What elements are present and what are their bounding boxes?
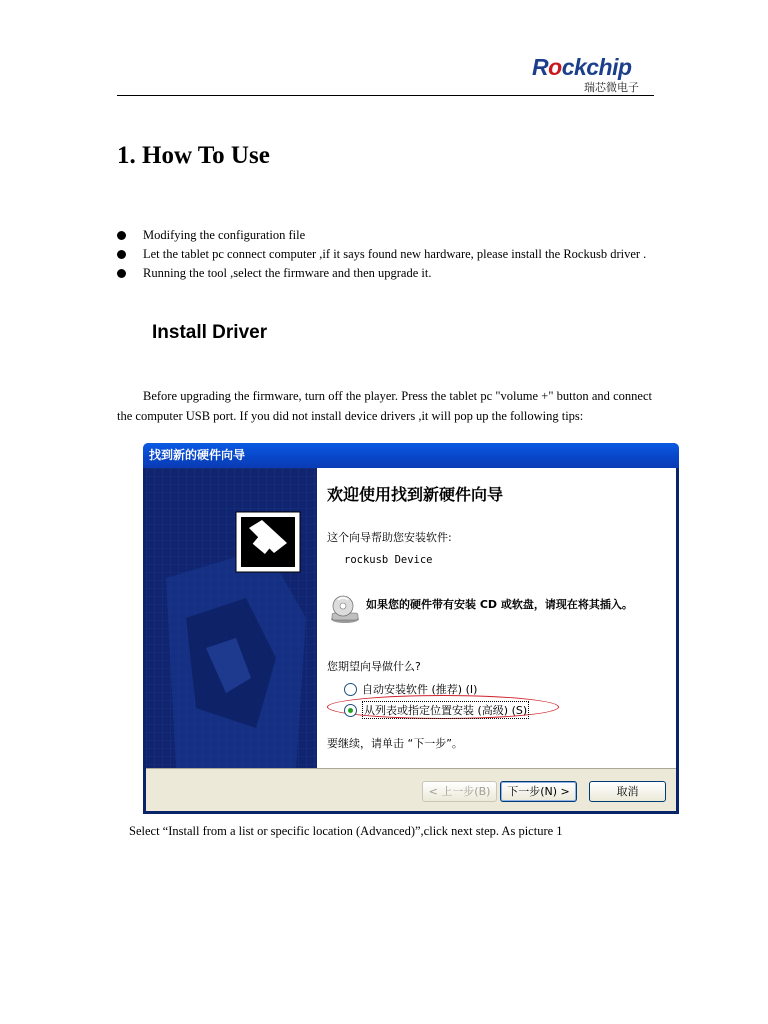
radio-list-install[interactable] [344, 704, 357, 717]
next-button[interactable]: 下一步(N) > [500, 781, 577, 802]
bullet-dot [117, 231, 126, 240]
dialog-titlebar: 找到新的硬件向导 [143, 443, 679, 468]
bullet-item: Let the tablet pc connect computer ,if it says found new hardware, please install the Rockusb driver . [117, 245, 657, 264]
logo-wordmark: Rockchip [532, 54, 632, 80]
cd-icon [329, 594, 361, 624]
bullet-dot [117, 250, 126, 259]
dialog-button-bar [146, 768, 676, 811]
back-button[interactable]: < 上一步(B) [422, 781, 497, 802]
wizard-help-text: 这个向导帮助您安装软件: [327, 531, 452, 544]
wizard-content [317, 468, 676, 769]
figure-caption: Select “Install from a list or specific location (Advanced)”,click next step. As picture 1 [129, 824, 563, 838]
header-rule [117, 95, 654, 96]
radio-auto-install[interactable] [344, 683, 357, 696]
wizard-question: 您期望向导做什么? [327, 660, 421, 673]
option-list-install-label: 从列表或指定位置安装 (高级) (S) [362, 701, 529, 719]
bullet-dot [117, 269, 126, 278]
wizard-side-banner [146, 468, 317, 769]
option-list-install[interactable] [344, 701, 529, 719]
cd-instruction: 如果您的硬件带有安装 CD 或软盘，请现在将其插入。 [366, 598, 633, 611]
hardware-box-icon [236, 512, 300, 572]
hardware-wizard-dialog [143, 443, 679, 814]
bullet-list [117, 226, 657, 283]
body-paragraph: Before upgrading the firmware, turn off the player. Press the tablet pc "volume +" button and connect the computer USB port. If you did not install device drivers ,it will pop up the following tips: [117, 389, 652, 423]
logo-subtitle: 瑞芯微电子 [584, 81, 639, 94]
section-heading: 1. How To Use [117, 142, 270, 169]
wizard-title: 欢迎使用找到新硬件向导 [327, 485, 504, 504]
continue-instruction: 要继续，请单击 “下一步”。 [327, 737, 463, 750]
rockchip-logo [532, 52, 654, 96]
option-auto-install-label: 自动安装软件 (推荐) (I) [362, 683, 478, 696]
dialog-body [146, 468, 676, 769]
cancel-button[interactable]: 取消 [589, 781, 666, 802]
bullet-item: Modifying the configuration file [117, 226, 657, 245]
subsection-heading: Install Driver [152, 322, 268, 343]
bullet-item: Running the tool ,select the firmware and then upgrade it. [117, 264, 657, 283]
device-name: rockusb Device [344, 554, 433, 566]
